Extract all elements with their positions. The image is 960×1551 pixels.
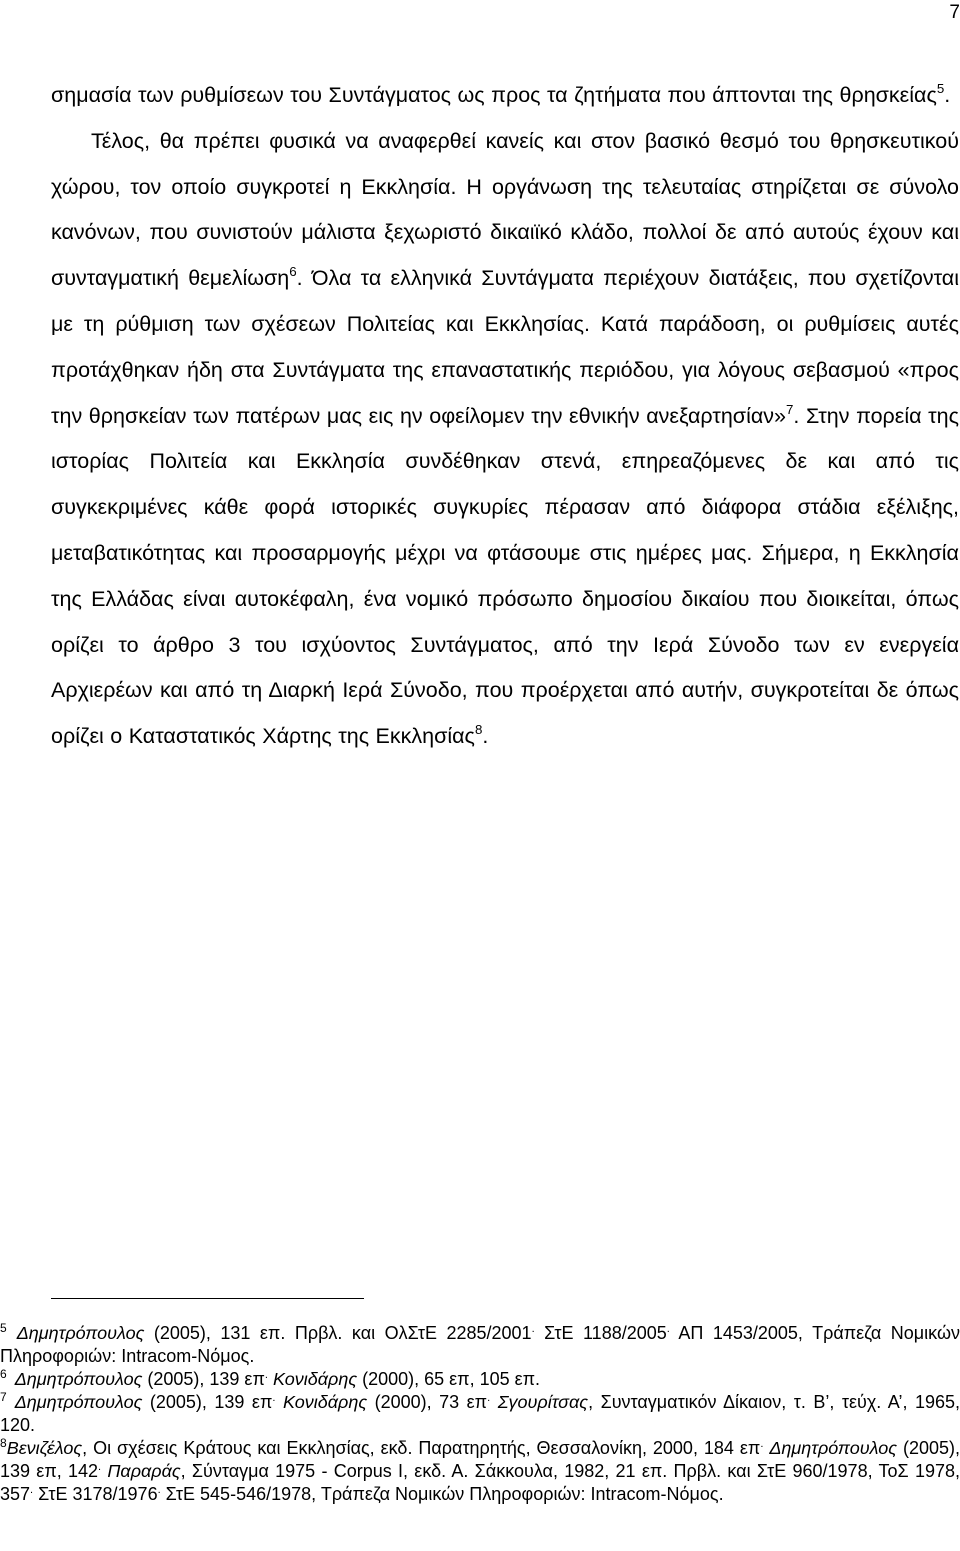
footnote-7-b: (2005), 139 επ [142,1392,273,1412]
footnote-7-f [490,1392,498,1412]
footnote-8-dot-4: . [157,1484,161,1496]
page-number: 7 [949,2,960,23]
footnote-5-d: ΑΠ 1453/2005, Τράπεζα Νομικών Πληροφοριών: Intracom-Νόμος. [0,1323,960,1366]
footnote-8-a: Βενιζέλος [6,1438,83,1458]
footnote-5-c: ΣτΕ 1188/2005 [534,1323,667,1343]
footnote-7-c [275,1392,283,1412]
footnote-6-e: (2000), 65 επ, 105 επ. [357,1369,541,1389]
footnote-5-dot-2: . [666,1323,670,1335]
body-text [51,73,959,760]
paragraph-1 [51,73,959,119]
footnote-separator [51,1298,364,1299]
footnote-7 [0,1391,960,1437]
footnote-8-h: , Σύνταγμα 1975 - Corpus I, εκδ. Α. Σάκκουλα, 1982, 21 επ. Πρβλ. και ΣτΕ 960/1978, ΤοΣ 1978, 357 [0,1461,960,1504]
footnote-8-d: Δημητρόπουλος [769,1438,897,1458]
footnote-7-d: Κονιδάρης [282,1392,368,1412]
footnote-5 [0,1322,960,1368]
footnote-8-dot-1: . [760,1438,764,1450]
paragraph-2-text-c: . Στην πορεία της ιστορίας Πολιτεία και Εκκλησία συνδέθηκαν στενά, επηρεαζόμενες δε και από τις συγκεκριμένες κάθε φορά ιστορικές συγκυρίες πέρασαν από διάφορα στάδια εξέλιξης, μεταβατικότητας και προσαρμογής μέχρι να φτάσουμε στις ημέρες μας. Σήμερα, η Εκκλησία της Ελλάδας είναι αυτοκέφαλη, ένα νομικό πρόσωπο δημοσίου δικαίου που διοικείται, όπως ορίζει το άρθρο 3 του ισχύοντος Συντάγματος, από την Ιερά Σύνοδο των εν ενεργεία Αρχιερέων και από τη Διαρκή Ιερά Σύνοδο, που προέρχεται από αυτήν, συγκροτείται δε όπως ορίζει ο Καταστατικός Χάρτης της Εκκλησίας [51,403,959,749]
footnote-number: 7 [0,1390,7,1404]
footnote-7-dot-2: . [487,1392,491,1404]
footnote-8-j: ΣτΕ 545-546/1978, Τράπεζα Νομικών Πληροφοριών: Intracom-Νόμος. [160,1484,724,1504]
footnote-8-dot-3: . [30,1484,34,1496]
footnote-ref-7[interactable]: 7 [786,401,794,417]
footnote-number: 6 [0,1367,7,1381]
footnote-6-dot-1: . [264,1369,268,1381]
footnote-8-dot-2: . [98,1461,102,1473]
footnotes [0,1322,960,1506]
footnote-8-i: ΣτΕ 3178/1976 [33,1484,158,1504]
paragraph-1-end: . [944,83,951,107]
footnote-8-g: Παραράς [107,1461,181,1481]
footnote-number: 8 [0,1436,7,1450]
footnote-6-a: Δημητρόπουλος [14,1369,143,1389]
paragraph-2-text-d: . [482,724,489,749]
paragraph-2-text-b: . Όλα τα ελληνικά Συντάγματα περιέχουν διατάξεις, που σχετίζονται με τη ρύθμιση των σχέσεων Πολιτείας και Εκκλησίας. Κατά παράδοση, οι ρυθμίσεις αυτές προτάχθηκαν ήδη στα Συντάγματα της επαναστατικής περιόδου, για λόγους σεβασμού «προς την θρησκείαν των πατέρων μας εις ην οφείλομεν την εθνικήν ανεξαρτησίαν» [51,266,959,428]
footnote-8-b: , Οι σχέσεις Κράτους και Εκκλησίας, εκδ. Παρατηρητής, Θεσσαλονίκη, 2000, 184 επ [82,1438,761,1458]
paragraph-2-text-a: Τέλος, θα πρέπει φυσικά να αναφερθεί κανείς και στον βασικό θεσμό του θρησκευτικού χώρου, τον οποίο συγκροτεί η Εκκλησία. Η οργάνωση της τελευταίας στηρίζεται σε σύνολο κανόνων, που συνιστούν μάλιστα ξεχωριστό δικαιϊκό κλάδο, πολλοί δε από αυτούς έχουν και συνταγματική θεμελίωση [51,128,959,291]
footnote-7-dot-1: . [272,1392,276,1404]
footnote-8 [0,1437,960,1506]
paragraph-1-text: σημασία των ρυθμίσεων του Συντάγματος ως προς τα ζητήματα που άπτονται της θρησκείας [51,83,937,107]
footnote-7-g: Σγουρίτσας [497,1392,589,1412]
footnote-7-a: Δημητρόπουλος [14,1392,143,1412]
footnote-8-e: (2005), 139 επ, 142 [0,1438,960,1481]
footnote-ref-5[interactable]: 5 [936,81,945,97]
footnote-6 [0,1368,960,1391]
footnote-7-h: , Συνταγματικόν Δίκαιον, τ. Β’, τεύχ. Α’, 1965, 120. [0,1392,960,1435]
footnote-number: 5 [0,1321,7,1335]
footnote-5-dot-1: . [531,1323,535,1335]
footnote-ref-6[interactable]: 6 [289,264,297,280]
footnote-ref-8[interactable]: 8 [474,722,483,738]
paragraph-2 [51,119,959,760]
footnote-7-e: (2000), 73 επ [367,1392,488,1412]
footnote-6-b: (2005), 139 επ [142,1369,265,1389]
footnote-5-a: Δημητρόπουλος [16,1323,145,1343]
footnote-6-d: Κονιδάρης [272,1369,358,1389]
footnote-5-b: (2005), 131 επ. Πρβλ. και ΟλΣτΕ 2285/2001 [144,1323,532,1343]
